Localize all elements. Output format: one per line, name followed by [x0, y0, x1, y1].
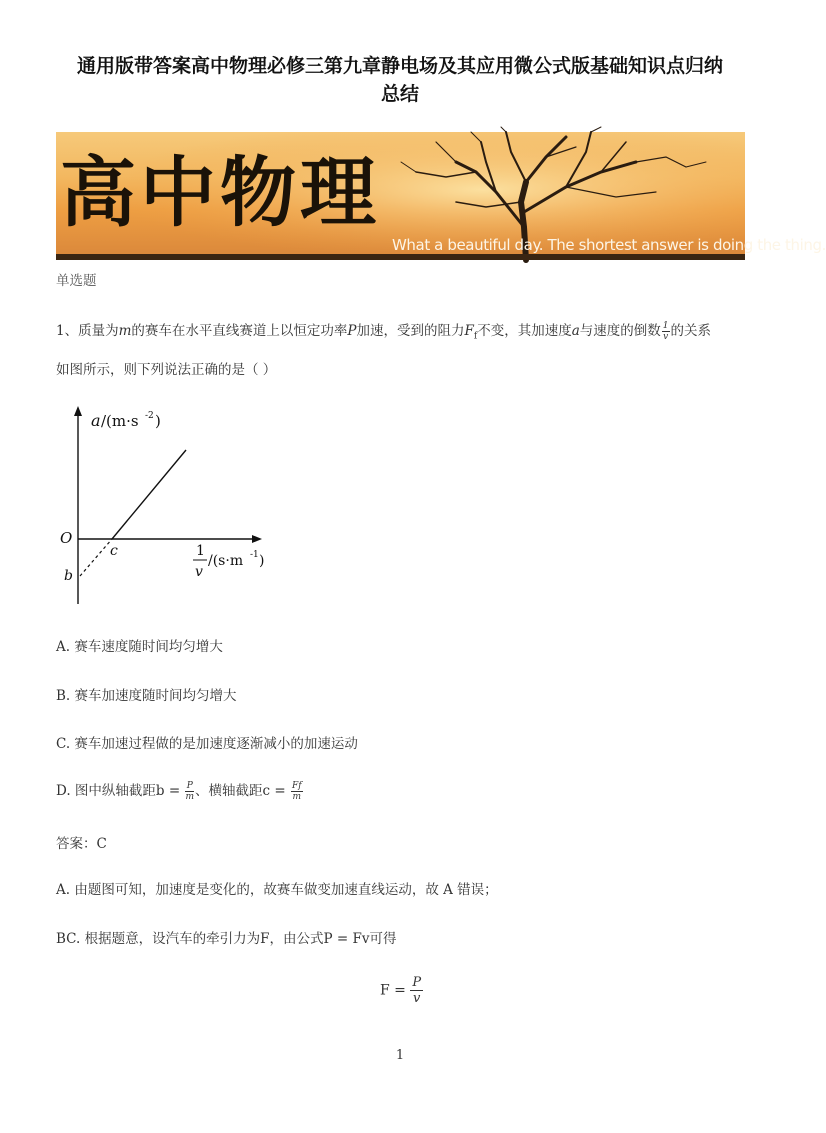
banner-caption: What a beautiful day. The shortest answer is doing the thing. — [392, 236, 826, 254]
x-axis-arrow — [252, 535, 262, 543]
fraction-ff-over-m — [291, 781, 303, 802]
question-text-3: 加速，受到的阻力 — [356, 323, 465, 339]
banner-heading: 高中物理 — [60, 148, 380, 237]
formula-f-equals-p-over-v — [380, 975, 423, 1006]
symbol-a: a — [571, 323, 580, 339]
fraction-p-over-m — [185, 781, 194, 802]
section-label: 单选题 — [56, 273, 97, 289]
symbol-m: m — [118, 323, 132, 339]
fraction-numerator: 1 — [662, 321, 669, 331]
fraction-denominator: m — [185, 792, 195, 802]
option-c: C. 赛车加速过程做的是加速度逐渐减小的加速运动 — [56, 736, 358, 752]
symbol-F: F — [464, 323, 474, 339]
graph-extension-dashed — [80, 539, 112, 576]
x-axis-label-denominator: v — [195, 564, 203, 580]
symbol-F-subscript: f — [473, 331, 478, 342]
question-text-4: 不变，其加速度 — [477, 323, 572, 339]
option-b: B. 赛车加速度随时间均匀增大 — [56, 688, 237, 704]
document-title — [40, 52, 760, 108]
intercept-b-label: b — [64, 568, 73, 584]
option-d-text-2: 、横轴截距c = — [195, 783, 290, 799]
question-1-line-2: 如图所示，则下列说法正确的是（ ） — [56, 362, 277, 378]
x-axis-label-numerator: 1 — [196, 543, 205, 559]
fraction-denominator: m — [292, 792, 302, 802]
intercept-c-label: c — [110, 543, 118, 559]
x-axis-unit: /(s·m — [208, 553, 244, 569]
question-text-1: 质量为 — [78, 323, 119, 339]
graph-line — [112, 450, 186, 539]
fraction-1-over-v — [662, 321, 670, 342]
option-a: A. 赛车速度随时间均匀增大 — [56, 639, 223, 655]
explanation-bc: BC. 根据题意，设汽车的牵引力为F，由公式P = Fv可得 — [56, 931, 397, 947]
question-text-2: 的赛车在水平直线赛道上以恒定功率 — [131, 323, 348, 339]
question-number: 1、 — [56, 323, 79, 339]
y-axis-unit: /(m·s — [101, 412, 139, 430]
formula-denominator: v — [413, 991, 421, 1006]
fraction-denominator: v — [663, 332, 669, 342]
banner-image — [56, 132, 826, 260]
explanation-a: A. 由题图可知，加速度是变化的，故赛车做变加速直线运动，故 A 错误； — [56, 882, 498, 898]
origin-label: O — [60, 529, 73, 547]
formula-lhs: F = — [380, 982, 411, 999]
title-line-2: 总结 — [380, 83, 419, 105]
answer: 答案：C — [56, 836, 107, 852]
fraction-numerator: Ff — [291, 781, 302, 791]
question-text-5: 与速度的倒数 — [579, 323, 661, 339]
question-text-6: 的关系 — [670, 323, 712, 339]
formula-fraction — [410, 975, 423, 1006]
y-axis-unit-close: ) — [155, 412, 161, 430]
y-axis-unit-exp: -2 — [145, 411, 154, 421]
x-axis-unit-close: ) — [259, 553, 265, 569]
x-axis-unit-exp: -1 — [250, 550, 259, 560]
a-vs-inverse-v-graph — [56, 400, 296, 614]
y-axis-arrow — [74, 406, 82, 416]
fraction-numerator: P — [186, 781, 193, 791]
page-number: 1 — [395, 1048, 405, 1063]
title-line-1: 通用版带答案高中物理必修三第九章静电场及其应用微公式版基础知识点归纳 — [76, 55, 723, 77]
formula-numerator: P — [412, 975, 422, 990]
y-axis-label-a: a — [91, 411, 101, 430]
option-d-text-1: D. 图中纵轴截距b = — [56, 783, 185, 799]
question-1-line-1 — [56, 321, 711, 347]
symbol-P: P — [347, 323, 357, 339]
option-d — [56, 781, 304, 802]
